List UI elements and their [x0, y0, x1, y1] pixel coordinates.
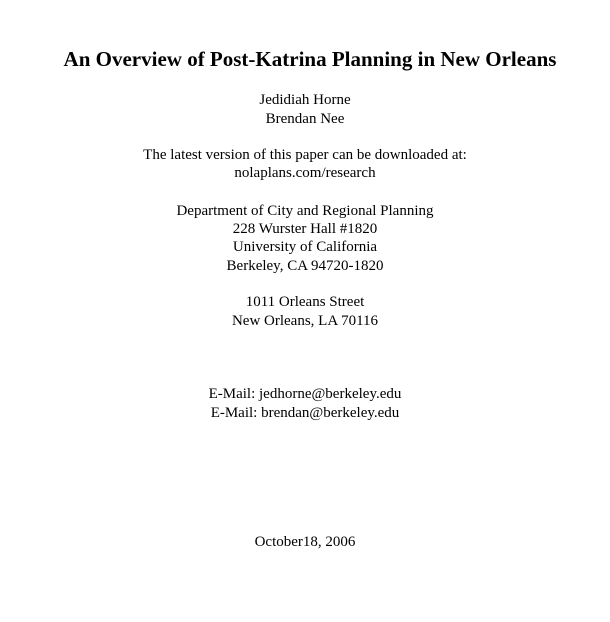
local-address-line: 1011 Orleans Street: [245, 294, 365, 310]
paper-title: An Overview of Post-Katrina Planning in New Orleans: [63, 47, 557, 71]
address-line: Berkeley, CA 94720-1820: [226, 258, 384, 274]
email-line[interactable]: E-Mail: jedhorne@berkeley.edu: [208, 386, 402, 402]
download-url[interactable]: nolaplans.com/research: [234, 165, 376, 181]
email-line[interactable]: E-Mail: brendan@berkeley.edu: [210, 405, 400, 421]
local-address-line: New Orleans, LA 70116: [231, 313, 379, 329]
author-name: Jedidiah Horne: [259, 92, 351, 108]
author-name: Brendan Nee: [265, 111, 345, 127]
department-line: Department of City and Regional Planning: [176, 203, 434, 219]
address-line: University of California: [232, 239, 378, 255]
download-note: The latest version of this paper can be downloaded at:: [143, 147, 467, 163]
address-line: 228 Wurster Hall #1820: [232, 221, 378, 237]
publication-date: October18, 2006: [254, 534, 356, 550]
